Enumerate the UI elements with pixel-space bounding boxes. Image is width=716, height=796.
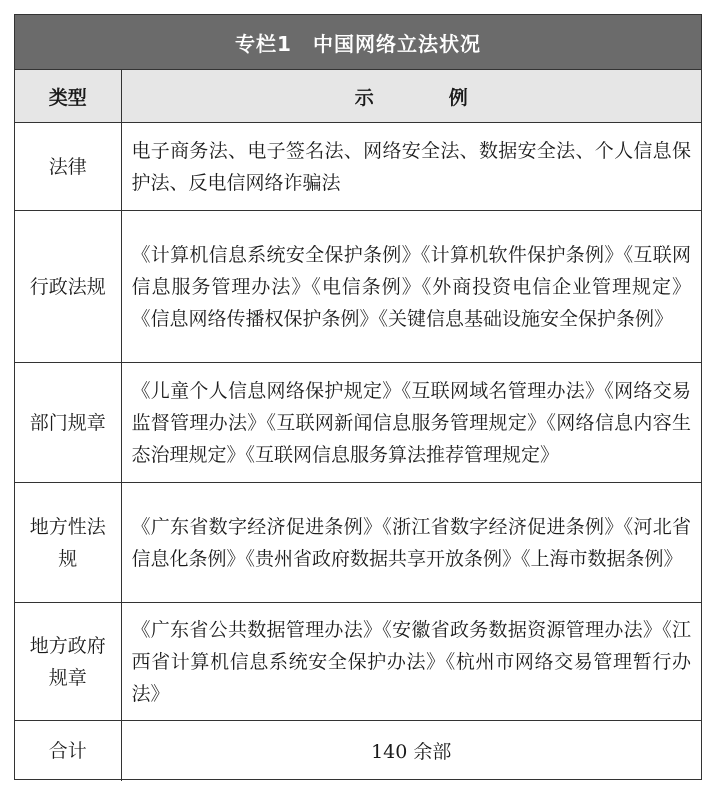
panel-title: 专栏1 中国网络立法状况 [15, 15, 701, 70]
row-type-local-regulations: 地方性法规 [15, 483, 121, 603]
row-examples-law: 电子商务法、电子签名法、网络安全法、数据安全法、个人信息保护法、反电信网络诈骗法 [121, 123, 701, 211]
row-type-admin-regulations: 行政法规 [15, 211, 121, 363]
total-label: 合计 [15, 721, 121, 781]
legislation-table [15, 70, 701, 781]
table-row [15, 603, 701, 721]
row-type-local-gov-rules: 地方政府规章 [15, 603, 121, 721]
legislation-table-panel [14, 14, 702, 780]
row-examples-local-regulations: 《广东省数字经济促进条例》《浙江省数字经济促进条例》《河北省信息化条例》《贵州省政府数据共享开放条例》《上海市数据条例》 [121, 483, 701, 603]
header-type: 类型 [15, 70, 121, 123]
table-total-row [15, 721, 701, 781]
table-row [15, 363, 701, 483]
row-examples-admin-regulations: 《计算机信息系统安全保护条例》《计算机软件保护条例》《互联网信息服务管理办法》《电信条例》《外商投资电信企业管理规定》《信息网络传播权保护条例》《关键信息基础设施安全保护条例》 [121, 211, 701, 363]
table-row [15, 123, 701, 211]
table-row [15, 211, 701, 363]
total-value: 140 余部 [121, 721, 701, 781]
header-examples: 示 例 [121, 70, 701, 123]
row-examples-department-rules: 《儿童个人信息网络保护规定》《互联网域名管理办法》《网络交易监督管理办法》《互联网新闻信息服务管理规定》《网络信息内容生态治理规定》《互联网信息服务算法推荐管理规定》 [121, 363, 701, 483]
row-type-law: 法律 [15, 123, 121, 211]
row-type-department-rules: 部门规章 [15, 363, 121, 483]
table-header-row [15, 70, 701, 123]
table-row [15, 483, 701, 603]
row-examples-local-gov-rules: 《广东省公共数据管理办法》《安徽省政务数据资源管理办法》《江西省计算机信息系统安全保护办法》《杭州市网络交易管理暂行办法》 [121, 603, 701, 721]
